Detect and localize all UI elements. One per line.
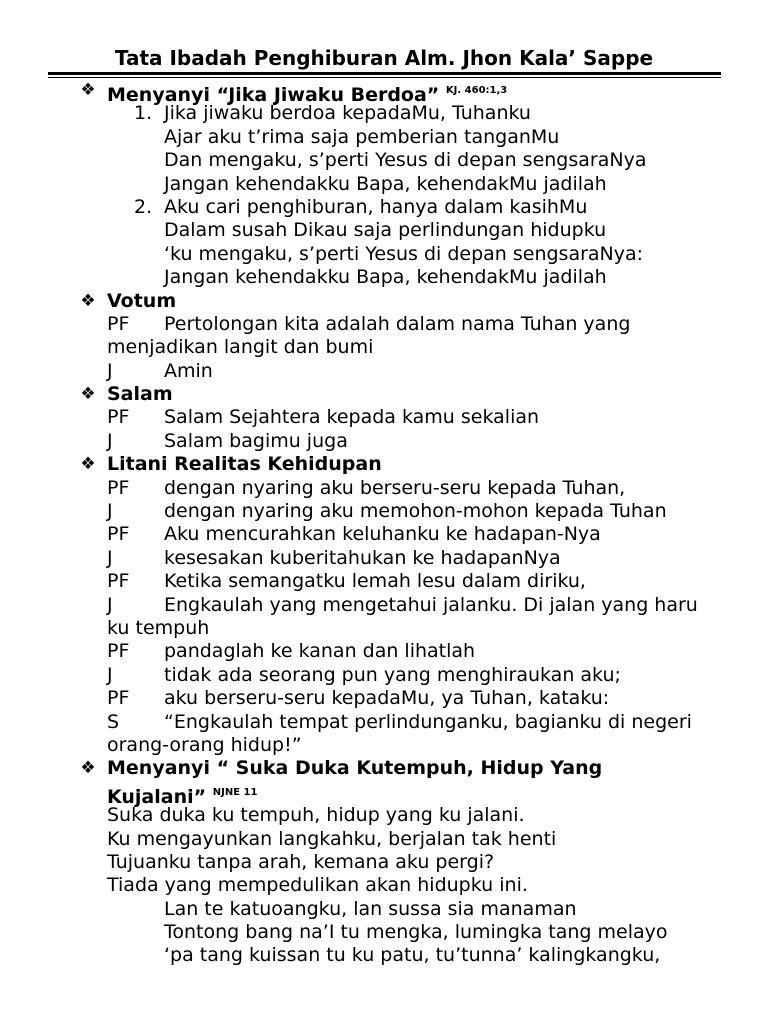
liturgy-text: dengan nyaring aku berseru-seru kepada Tuhan,	[164, 476, 626, 499]
salam-title: Salam	[107, 383, 173, 406]
document-title: Tata Ibadah Penghiburan Alm. Jhon Kala’ Sappe	[114, 46, 654, 70]
title-rule-thin	[48, 77, 721, 78]
speaker-role: PF	[107, 406, 130, 429]
liturgy-text: kesesakan kuberitahukan ke hadapanNya	[164, 546, 561, 569]
lyric-text: Tujuanku tanpa arah, kemana aku pergi?	[107, 850, 495, 873]
speaker-role: J	[107, 500, 113, 523]
verse-number: 1.	[134, 102, 153, 125]
diamond-bullet-icon: ❖	[80, 454, 96, 475]
liturgy-line	[0, 430, 768, 453]
verse-number: 2.	[134, 195, 153, 218]
lyric-line-indented	[0, 944, 768, 967]
diamond-bullet-icon: ❖	[80, 758, 96, 779]
liturgy-text: orang-orang hidup!”	[107, 733, 302, 756]
verse-text: Ajar aku t’rima saja pemberian tanganMu	[164, 125, 560, 148]
liturgy-line	[0, 523, 768, 546]
verse-line	[0, 266, 768, 289]
liturgy-line	[0, 547, 768, 570]
liturgy-line	[0, 500, 768, 523]
lyric-line	[0, 804, 768, 827]
liturgy-text: tidak ada seorang pun yang menghiraukan aku;	[164, 663, 621, 686]
liturgy-line	[0, 687, 768, 710]
title-rule-thick	[48, 72, 721, 75]
lyric-text: Suka duka ku tempuh, hidup yang ku jalani.	[107, 804, 525, 827]
speaker-role: PF	[107, 312, 130, 335]
song2-reference: NJNE 11	[212, 786, 258, 798]
liturgy-line-continued	[0, 734, 768, 757]
litani-title: Litani Realitas Kehidupan	[107, 453, 382, 476]
liturgy-text: pandaglah ke kanan dan lihatlah	[164, 640, 476, 663]
speaker-role: S	[107, 710, 120, 733]
liturgy-line	[0, 664, 768, 687]
lyric-text: Ku mengayunkan langkahku, berjalan tak henti	[107, 827, 557, 850]
liturgy-line	[0, 477, 768, 500]
diamond-bullet-icon: ❖	[80, 80, 96, 100]
liturgy-line-continued	[0, 336, 768, 359]
song1-title: Menyanyi “Jika Jiwaku Berdoa”	[107, 84, 440, 106]
lyric-line	[0, 828, 768, 851]
liturgy-text: menjadikan langit dan bumi	[107, 336, 374, 359]
lyric-text: Tiada yang mempedulikan akan hidupku ini.	[107, 874, 528, 897]
liturgy-line	[0, 594, 768, 617]
liturgy-text: aku berseru-seru kepadaMu, ya Tuhan, kataku:	[164, 687, 610, 710]
speaker-role: PF	[107, 523, 130, 546]
verse-text: Jangan kehendakku Bapa, kehendakMu jadilah	[164, 172, 607, 195]
speaker-role: J	[107, 546, 113, 569]
speaker-role: J	[107, 593, 113, 616]
speaker-role: J	[107, 359, 113, 382]
liturgy-line	[0, 360, 768, 383]
liturgy-text: Aku mencurahkan keluhanku ke hadapan-Nya	[164, 523, 601, 546]
speaker-role: PF	[107, 476, 130, 499]
liturgy-text: Salam Sejahtera kepada kamu sekalian	[164, 406, 540, 429]
song1-reference: KJ. 460:1,3	[445, 85, 508, 96]
section-heading-song2-cont	[0, 781, 768, 808]
liturgy-text: Engkaulah yang mengetahui jalanku. Di jalan yang haru	[164, 593, 698, 616]
liturgy-text: ku tempuh	[107, 616, 210, 639]
liturgy-line	[0, 313, 768, 336]
verse-line	[0, 173, 768, 196]
lyric-text: Tontong bang na’I tu mengka, lumingka tang melayo	[164, 921, 668, 944]
liturgy-text: “Engkaulah tempat perlindunganku, bagianku di negeri	[164, 710, 692, 733]
verse-line	[0, 219, 768, 242]
lyric-line-indented	[0, 921, 768, 944]
section-heading-salam	[0, 383, 768, 406]
liturgy-text: Amin	[164, 359, 213, 382]
verse-line	[0, 149, 768, 172]
liturgy-text: Ketika semangatku lemah lesu dalam diriku,	[164, 570, 586, 593]
lyric-line	[0, 851, 768, 874]
verse-line	[0, 243, 768, 266]
liturgy-text: Salam bagimu juga	[164, 429, 348, 452]
lyric-line	[0, 874, 768, 897]
verse-text: Dan mengaku, s’perti Yesus di depan sengsaraNya	[164, 149, 647, 172]
lyric-text: Lan te katuoangku, lan sussa sia manaman	[164, 897, 577, 920]
verse-text: Jangan kehendakku Bapa, kehendakMu jadilah	[164, 266, 607, 289]
diamond-bullet-icon: ❖	[80, 384, 96, 405]
verse-text: ‘ku mengaku, s’perti Yesus di depan sengsaraNya:	[164, 242, 644, 265]
section-heading-litani	[0, 453, 768, 476]
verse-text: Jika jiwaku berdoa kepadaMu, Tuhanku	[164, 102, 531, 125]
verse-line	[0, 126, 768, 149]
section-heading-song2	[0, 757, 768, 780]
song2-title-line2: Kujalani”	[107, 785, 207, 808]
speaker-role: J	[107, 663, 113, 686]
liturgy-line-continued	[0, 617, 768, 640]
section-heading-song1	[0, 79, 768, 106]
liturgy-line	[0, 570, 768, 593]
lyric-text: ‘pa tang kuissan tu ku patu, tu’tunna’ kalingkangku,	[164, 944, 661, 967]
liturgy-line	[0, 711, 768, 734]
liturgy-text: dengan nyaring aku memohon-mohon kepada Tuhan	[164, 500, 667, 523]
liturgy-text: Pertolongan kita adalah dalam nama Tuhan yang	[164, 312, 631, 335]
song2-title-line1: Menyanyi “ Suka Duka Kutempuh, Hidup Yang	[107, 757, 603, 780]
order-of-service	[0, 79, 768, 968]
verse-text: Aku cari penghiburan, hanya dalam kasihMu	[164, 195, 588, 218]
speaker-role: PF	[107, 570, 130, 593]
verse-text: Dalam susah Dikau saja perlindungan hidupku	[164, 219, 607, 242]
verse-line	[0, 196, 768, 219]
liturgy-line	[0, 406, 768, 429]
section-heading-votum	[0, 290, 768, 313]
lyric-line-indented	[0, 898, 768, 921]
speaker-role: PF	[107, 640, 130, 663]
speaker-role: J	[107, 429, 113, 452]
verse-line	[0, 102, 768, 125]
speaker-role: PF	[107, 687, 130, 710]
votum-title: Votum	[107, 289, 177, 312]
liturgy-line	[0, 640, 768, 663]
diamond-bullet-icon: ❖	[80, 290, 96, 311]
